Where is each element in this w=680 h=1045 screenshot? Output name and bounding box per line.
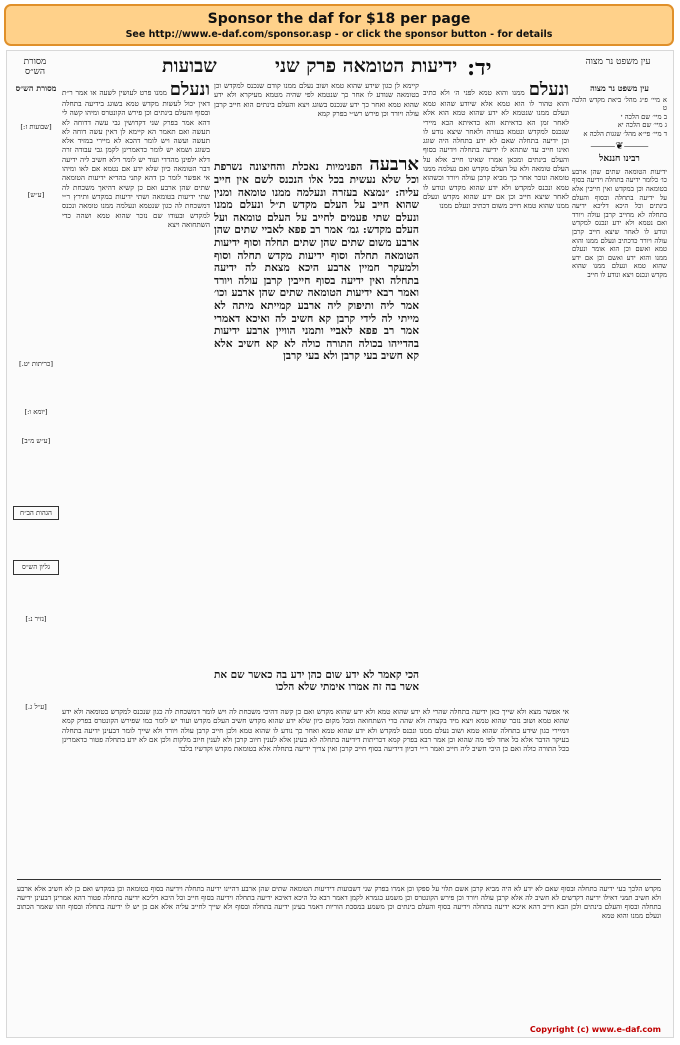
sponsor-title[interactable]: Sponsor the daf for $18 per page — [207, 11, 471, 27]
hagahot-habach-box — [13, 506, 59, 521]
margin-ref: [כריתות יט.] — [19, 359, 53, 368]
gemara-text-block — [214, 156, 419, 668]
masoret-hashas-label: מסורת הש״ס — [23, 57, 47, 77]
tosafot-opening-word: ונעלם — [169, 81, 210, 100]
rabbenu-chananel-text: ידיעות הטומאה שתים שהן ארבע כו׳ כלומר ידיעה בתחלה וידיעה בסוף בטומאה וכן במקדש ואין חייבין אלא על ידיעה בתחלה ובסוף והעלם בינתים וכל היכא דליכא ידיעה בתחלה לא מחייב קרבן עולה ויורד ואם נטמא ולא ידע ונכנס למקדש ונודע לו לאחר שיצא חייב קרבן עולה ויורד כדכתיב ונעלם ממנו והוא טמא ואשם וכן הוא אומר ונעלם ממנו והוא ידע ואשם וכן אם ידע שהוא טמא ונעלם ממנו שהוא מקדש ונכנס ויצא ונודע לו חייב — [572, 167, 667, 279]
rashi-opening-word: ונעלם — [528, 81, 569, 100]
tosafot-top-block — [214, 81, 419, 153]
ein-mishpat-label: עין משפט נר מצוה — [585, 57, 651, 67]
margin-ref: [ע״ש] — [27, 191, 45, 200]
talmud-page — [6, 50, 674, 1038]
tractate-name: שבועות — [162, 55, 217, 77]
gemara-opening-word: ארבעה — [369, 156, 419, 175]
margin-ref: [נזיר נ:] — [25, 614, 47, 623]
sponsor-subtitle[interactable]: See http://www.e-daf.com/sponsor.asp - or click the sponsor button - for details — [125, 29, 553, 40]
gilyon-hashas-box — [13, 560, 59, 575]
tosafot-commentary — [62, 81, 210, 701]
footnote-divider — [17, 879, 661, 880]
gemara-body: הפנימיות נאכלת והחיצונה נשרפת וכל שלא נעשית בכל אלו הנכנס לשם אין חייב עליה: ״נמצא בעזרה ונעלמה ממנו טומאה ומנין שהוא חייב על העלם מקדש ת״ל ונעלם ממנו ונעלם שתי פעמים לחייב על העלם טומאה ועל העלם מקדש: גמ׳ אמר רב פפא לאביי שתים שהן ארבע משום שתים שהן שתים תחלה וסוף ידיעות הטומאה תחלה וסוף ידיעות מקדש תחלה וסוף ולמעקר חמיין ארבע היכא מצאת לה ידיעה בתחלה ואין ידיעה בסוף חייבין קרבן עולה ויורד ואמר רבא ידיעות הטומאה שתים שהן ארבע וכו׳ אמר ליה ותיפוק ליה ארבע קמייתא מיתה לא מייתי לה לידי קרבן קא חשיב לה ואיכא דאמרי אמר רב פפא לאביי ותמני הוויין ארבע ידיעות בהדייהו בכולה התורה כולה לא קא חשיב אלא קא חשיב בעי קרבן ולא בעי קרבן — [214, 161, 419, 363]
rashi-body: ממנו והוא טמא לפני ה׳ ולא כתיב והוא טהור לו הוא טמא אלא שיודע שהוא טמא ונעלם ממנו שנטמא לא ידע שהוא טמא הוא אלא לאחר זמן הא כדאיתא והא כדאיתא הכא מיירי שנכנס למקדש ונטמא בעזרה ולאחר שיצא נודע לו וכן ידיעה בתחלה שאם לא ידע בתחלה היה שוגג ואינו חייב עד שתהא לו ידיעה בתחלה וידיעה בסוף והעלם בינתים ומכאן אמרו שאינו חייב אלא על העלם טומאה ולא על העלם מקדש ואם נעלמה ממנו טומאה ונזכר אחר כך מביא קרבן עולה ויורד וכשהוא טמא ונכנס למקדש ולא ידע שהוא מקדש ונודע לו לאחר שיצא חייב וכן אם ידע שהוא מקדש ונעלם ממנו שהוא טמא חייב משום דכתיב ונעלם ממנו — [423, 88, 569, 211]
margin-ref: [שבועות ז:] — [20, 122, 52, 131]
margin-ref: [ע״ל ג.] — [25, 703, 47, 712]
masoret-hashas-margin — [13, 81, 59, 881]
folio-number: יד: — [467, 55, 492, 81]
lower-commentary-block — [62, 707, 569, 872]
hagahot-habach-label: הגהות הב״ח — [20, 508, 52, 517]
ornament-divider: ⸻❦⸻ — [590, 140, 649, 152]
ein-mishpat-ref: ב מיי׳ שם הלכה י — [620, 112, 667, 121]
ein-mishpat-margin — [572, 81, 667, 881]
ein-mishpat-ref: ד מיי׳ פי״א מהל׳ שגגות הלכה א — [583, 129, 667, 138]
ein-mishpat-ref: א מיי׳ פ״ג מהל׳ ביאת מקדש הלכה ט — [572, 95, 667, 113]
copyright-notice[interactable]: Copyright (c) www.e-daf.com — [529, 1025, 661, 1034]
tosafot-body: ממנו פרט לעושין לשעה או אמר ר״ת דאין יכול לעשות מקדש טמא בשוגג בידיעה בתחלה ובסוף והעלם בינתים וכן פירש הקונטרס ומיהו קשה לי דהא אמר בפרק שני דקדושין גבי עשה דדוחה לא תעשה ואם תאמר הא קיימא לן דאין עשה דוחה לא תעשה ועשה ויש לומר דהכא לא מיירי במזיד אלא בשוגג ושמא יש לומר כדאמרינן לקמן גבי עבודה זרה דלא ילפינן מהדדי ועוד יש לומר דלא חשיב ליה ידיעה דבר הטומאה כיון שלא ידע אם נטמא אם לאו ומיהו אי אפשר לומר כן דהא קתני בהדיא ידיעות הטומאה שתים שהן ארבע ואם כן קשיא דהיאך משכחת לה שתי ידיעות בטומאה ושתי ידיעות במקדש ותירץ ר״י דמשכחת לה כגון שנטמא ונעלמה ממנו טומאה ונכנס למקדש ובעודו שם נזכר שהוא טמא ושהה כדי השתחואה ויצא — [62, 88, 210, 229]
ein-mishpat-margin-label: עין משפט נר מצוה — [590, 83, 649, 93]
lower-commentary-body: אי אפשר מצא ולא שייך כאן ידיעה בתחלה שהרי לא ידע שהוא טמא ולא ידע שהוא מקדש ואם כן קשה דהיכי משכחת לה ויש לומר דמשכחת לה כגון שנכנס למקדש בטומאה ולא ידע שהוא טמא ושוב נזכר שהוא טמא ויצא מיד בקצרה ולא שהה כדי השתחואה ומכל מקום כיון שלא ידע שהוא מקדש חשיב העלם מקדש ועוד יש לומר כמו שפירש הקונטרס בפרק קמא דמיירי כגון שידע בתחלה שהוא טמא ושוב נעלם ממנו ונכנס למקדש ולא ידע שהוא טמא ואחר כך נודע לו שהוא טמא ולכן חייב קרבן עולה ויורד ולא שייך לומר דבעינן ידיעה בתחלה בעיקר הדבר אלא כל אחד לפי מה שהוא וכן אמר רבא בפרק קמא דכריתות דידיעה בתחלה לא בעינן אלא לענין חיוב קרבן ולא לענין חיוב מלקות ולכן אם לא ידע בתחלה פטור כדאמרינן בכל התורה כולה ואם כן היכי חשיב ליה חייב ואמר ר״י דכיון דידיעה בסוף חייב קרבן ואין צריך ידיעה בתחלה אלא בטומאת מקדש וקדשיו בלבד — [62, 707, 569, 754]
page-header — [7, 55, 673, 81]
rashi-commentary — [423, 81, 569, 701]
ein-mishpat-ref: ג מיי׳ שם הלכה יא — [617, 121, 667, 130]
gilyon-hashas-label: גליון הש״ס — [21, 563, 50, 572]
rabbenu-chananel-title: רבינו חננאל — [599, 154, 640, 165]
gemara-lower-block — [214, 669, 419, 705]
chapter-title: ידיעות הטומאה פרק שני — [275, 55, 458, 77]
masoret-margin-label: מסורת הש״ס — [15, 83, 57, 93]
bottom-notes-block — [17, 885, 661, 1005]
bottom-notes-body: מקדש הלכך בעי ידיעה בתחלה ובסוף שאם לא ידע לא היה מביא קרבן אשם תלוי על ספקו וכן אמרו בפרק שני דשבועות דידיעות הטומאה שתים שהן ארבע דהיינו ידיעה בתחלה וידיעה בסוף בטומאה וכן במקדש ואם כן לא חשיב אלא ארבע ולא חשיב תמני דאילו ידיעה דקדשים לא חשיב לה אלא קרבן עולה ויורד וכן פירש הקונטרס וכן משמע בגמרא לקמן דאמר רבא כל היכא דאיכא ידיעה בתחלה וידיעה בסוף חייב וכל היכא דליכא ידיעה בתחלה פטור דהא אמרינן דבעינן ידיעה בתחלה ובסוף והעלם בינתים ולכן הכא חייב דהא איכא ידיעה בתחלה וידיעה בסוף והעלם בינתים וכן משמע במסכת הוריות דאמר בעינן ידיעה בתחלה ובסוף ולא שייך לחייב עליה אלא אם כן יש לו ידיעה בתחלה ובסוף וזהו שאמר הכתוב ונעלם ממנו והוא טמא — [17, 885, 661, 920]
margin-ref: [ע״ש מ״ב] — [21, 436, 51, 445]
gemara-lower-body: הכי קאמר לא ידע שום כהן ידע בה כאשר שם את אשר בה זה אמרו אימתי שלא הלכו — [214, 669, 419, 694]
tosafot-top-text: קיימא לן כגון שידע שהוא טמא ושוב נעלם ממנו קודם שנכנס למקדש וכן בטומאה שנודע לו אחר כך שנטמא לפי שהיה מטמא מעיקרא ולא ידע שהוא טמא ואחר כך ידע שנכנס בשוגג ויצא והעלם בינתים הוא חייב קרבן עולה ויורד וכן פירש רש״י בפרק קמא — [214, 81, 419, 118]
margin-ref: [יומא ו:] — [24, 408, 48, 417]
sponsor-banner[interactable] — [4, 4, 674, 46]
